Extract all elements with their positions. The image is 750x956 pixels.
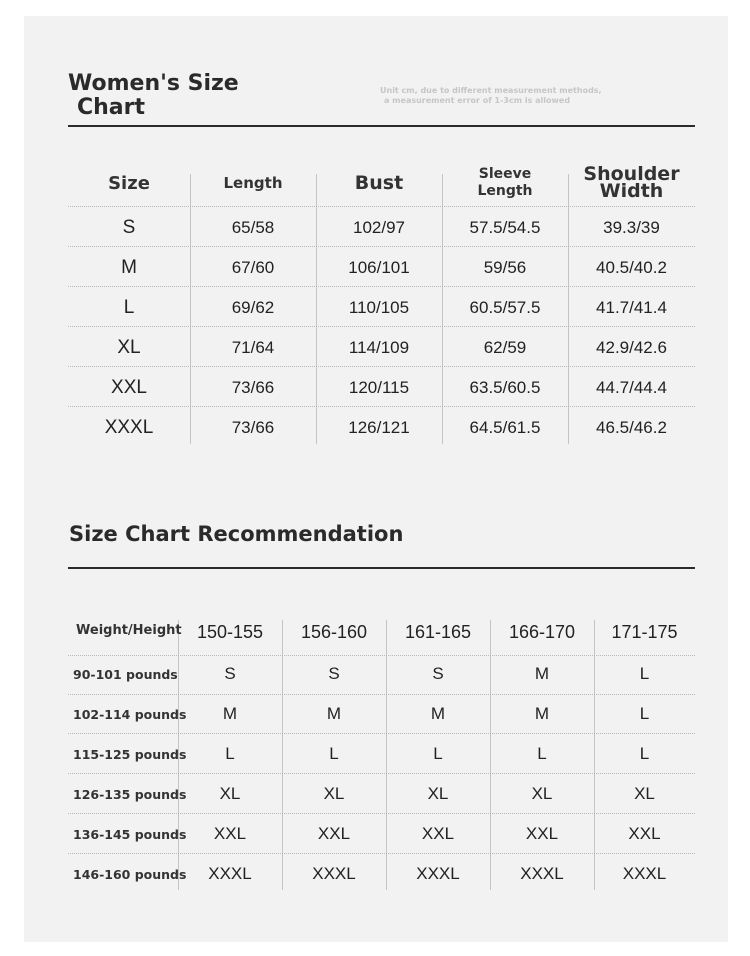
measurement-value: 62/59 xyxy=(483,338,527,357)
weight-range-label: 126-135 pounds xyxy=(73,786,187,802)
measurement-value: 120/115 xyxy=(348,378,410,397)
recommended-size: M xyxy=(534,704,550,723)
recommended-size: XXXL xyxy=(208,864,252,883)
weight-range-label: 102-114 pounds xyxy=(73,706,187,722)
note-line-2: a measurement error of 1-3cm is allowed xyxy=(384,96,571,105)
recommended-size: M xyxy=(326,704,342,723)
measurement-value: 114/109 xyxy=(348,338,410,357)
recommended-size: XXL xyxy=(317,824,351,843)
height-range-header: 171-175 xyxy=(611,621,678,642)
recommended-size: L xyxy=(639,744,650,763)
title-line-1: Women's Size xyxy=(68,71,239,96)
height-range-header: 156-160 xyxy=(300,621,368,642)
recommended-size: XL xyxy=(634,784,655,803)
recommended-size: XXXL xyxy=(416,864,460,883)
measurement-value: 106/101 xyxy=(348,258,410,277)
weight-height-label: Weight/Height xyxy=(76,622,182,638)
title-line-2: Chart xyxy=(77,95,146,120)
recommended-size: L xyxy=(225,744,235,763)
height-range-header: 161-165 xyxy=(404,621,472,642)
height-range-header: 150-155 xyxy=(196,621,264,642)
section-1-divider xyxy=(68,125,695,127)
recommended-size: S xyxy=(432,664,444,683)
weight-range-label: 90-101 pounds xyxy=(73,666,178,682)
recommended-size: L xyxy=(329,744,339,763)
measurement-note xyxy=(380,86,640,106)
header-size: Size xyxy=(108,172,150,194)
measurement-value: 73/66 xyxy=(231,418,275,437)
recommended-size: XXL xyxy=(525,824,559,843)
recommended-size: S xyxy=(328,664,340,683)
size-label: XXL xyxy=(111,377,147,398)
height-range-header: 166-170 xyxy=(508,621,576,642)
recommended-size: M xyxy=(430,704,446,723)
measurement-value: 59/56 xyxy=(483,258,527,277)
recommended-size: XL xyxy=(219,784,241,803)
recommended-size: L xyxy=(639,704,650,723)
recommended-size: L xyxy=(537,744,547,763)
recommended-size: XXL xyxy=(213,824,247,843)
measurement-value: 39.3/39 xyxy=(603,218,660,237)
weight-range-label: 136-145 pounds xyxy=(73,826,187,842)
weight-range-label: 146-160 pounds xyxy=(73,866,187,882)
recommended-size: M xyxy=(222,704,238,723)
section-2-divider xyxy=(68,567,695,569)
size-label: L xyxy=(123,297,135,318)
weight-range-label: 115-125 pounds xyxy=(73,746,187,762)
size-label: S xyxy=(122,217,136,238)
measurement-value: 73/66 xyxy=(231,378,275,397)
measurement-value: 110/105 xyxy=(348,298,410,317)
recommended-size: XXXL xyxy=(622,864,667,883)
size-recommendation-title: Size Chart Recommendation xyxy=(69,522,404,546)
recommended-size: XXXL xyxy=(312,864,356,883)
note-line-1: Unit cm, due to different measurement methods, xyxy=(380,86,602,95)
measurement-value: 44.7/44.4 xyxy=(596,378,667,397)
recommended-size: XXXL xyxy=(520,864,564,883)
recommended-size: XL xyxy=(323,784,345,803)
measurement-value: 102/97 xyxy=(353,218,405,237)
size-label: XL xyxy=(117,337,141,358)
measurement-value: 69/62 xyxy=(231,298,275,317)
header-bust: Bust xyxy=(354,172,404,194)
recommended-size: M xyxy=(534,664,550,683)
measurement-value: 71/64 xyxy=(231,338,275,357)
recommended-size: XXL xyxy=(628,824,661,843)
header-shoulder-width: Shoulder Width xyxy=(583,163,680,202)
measurement-value: 40.5/40.2 xyxy=(596,258,667,277)
measurement-value: 46.5/46.2 xyxy=(596,418,667,437)
recommended-size: L xyxy=(433,744,443,763)
header-length: Length xyxy=(223,174,283,192)
measurement-value: 42.9/42.6 xyxy=(596,338,667,357)
measurement-value: 41.7/41.4 xyxy=(596,298,667,317)
measurement-value: 63.5/60.5 xyxy=(469,378,541,397)
size-label: XXXL xyxy=(104,417,154,438)
measurement-value: 126/121 xyxy=(348,418,410,437)
header-sleeve-length: Sleeve Length xyxy=(477,166,533,199)
recommended-size: XXL xyxy=(421,824,455,843)
measurement-value: 60.5/57.5 xyxy=(469,298,541,317)
row-divider xyxy=(68,206,695,207)
size-label: M xyxy=(121,257,137,278)
recommended-size: L xyxy=(639,664,650,683)
womens-size-chart-title xyxy=(68,72,258,120)
recommended-size: XL xyxy=(531,784,553,803)
measurement-value: 57.5/54.5 xyxy=(469,218,541,237)
measurement-value: 65/58 xyxy=(231,218,275,237)
measurement-value: 67/60 xyxy=(231,258,275,277)
measurement-value: 64.5/61.5 xyxy=(469,418,541,437)
recommended-size: XL xyxy=(427,784,449,803)
recommended-size: S xyxy=(224,664,236,683)
